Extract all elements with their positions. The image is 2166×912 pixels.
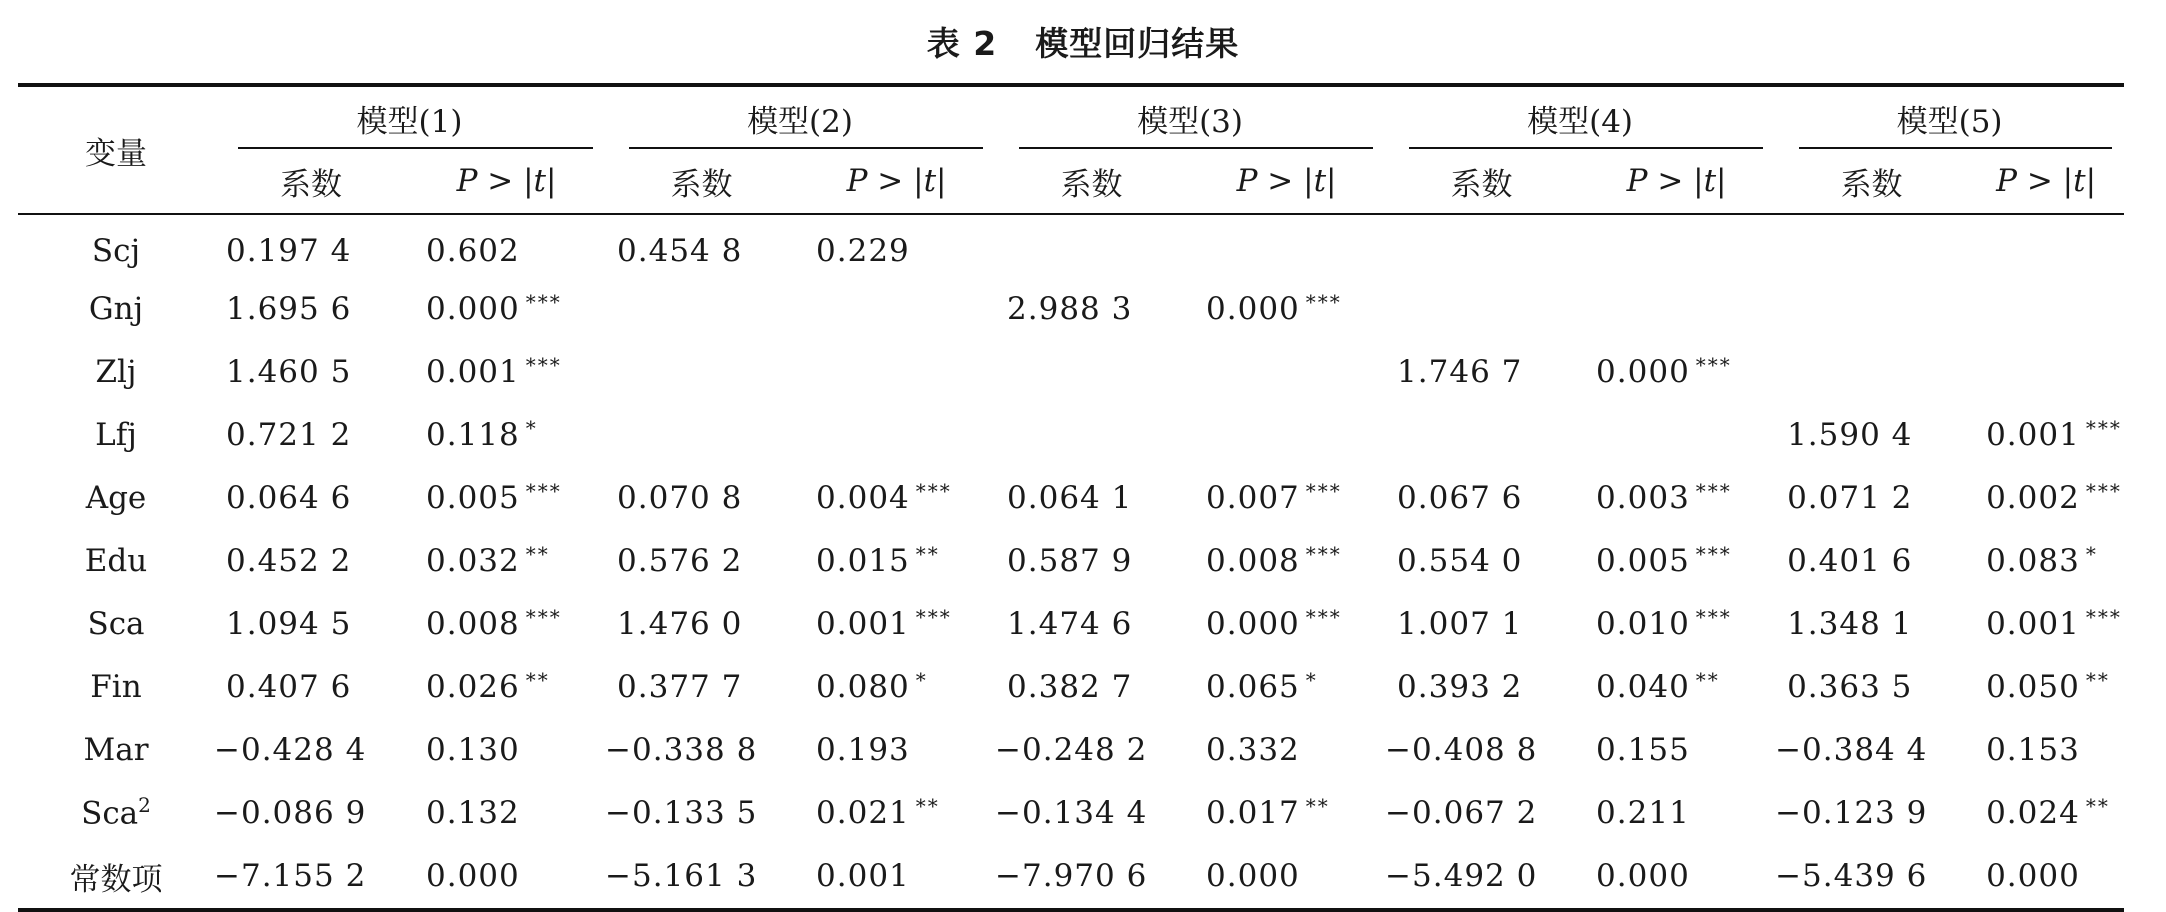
p-value-cell (1578, 340, 1775, 403)
coefficient-cell: 0.377 7 (617, 668, 743, 705)
p-value-cell (1578, 718, 1775, 781)
coefficient-cell: −5.161 3 (605, 858, 758, 894)
significance-stars: *** (2085, 479, 2122, 503)
significance-stars: *** (1305, 290, 1342, 314)
p-value-cell (798, 214, 995, 277)
coefficient-cell: 0.071 2 (1787, 479, 1913, 516)
p-value-cell (1578, 655, 1775, 718)
model-header: 模型(1) (214, 85, 605, 149)
p-value: 0.153 (1986, 731, 2080, 768)
coefficient-cell (605, 277, 798, 340)
coefficient-cell: −0.133 5 (605, 794, 758, 831)
p-value: 0.000 (1986, 858, 2080, 894)
coefficient-cell: 1.476 0 (617, 605, 743, 642)
p-value: 0.001 (816, 858, 910, 894)
p-value: 0.065 (1206, 669, 1300, 705)
variable-name: Edu (84, 542, 148, 579)
coefficient-cell: 0.382 7 (1007, 668, 1133, 705)
p-value-cell (1578, 592, 1775, 655)
variable-name: Sca$^2$ (81, 793, 151, 832)
coefficient-cell: 0.393 2 (1397, 668, 1523, 705)
coefficient-cell (1385, 403, 1578, 466)
significance-stars: *** (2085, 605, 2122, 629)
significance-stars: ** (2085, 794, 2110, 818)
model-header: 模型(2) (605, 85, 995, 149)
p-value-cell (1578, 403, 1775, 466)
coefficient-cell: 0.363 5 (1787, 668, 1913, 705)
table-row (18, 214, 2124, 277)
p-value: 0.050 (1986, 669, 2080, 705)
significance-stars: ** (2085, 668, 2110, 692)
model-header: 模型(3) (995, 85, 1385, 149)
significance-stars: *** (1695, 479, 1732, 503)
coefficient-cell (1385, 277, 1578, 340)
p-value: 0.118 (426, 417, 520, 453)
p-value: 0.010 (1596, 606, 1690, 642)
p-value-cell (1188, 529, 1385, 592)
significance-stars: ** (525, 542, 550, 566)
variable-name: Lfj (95, 416, 137, 453)
p-value: 0.332 (1206, 731, 1300, 768)
p-value-cell (1578, 781, 1775, 844)
coefficient-cell: 0.576 2 (617, 542, 743, 579)
pval-header: P > |t| (1996, 163, 2097, 199)
p-value-cell (1578, 214, 1775, 277)
coefficient-cell: 0.070 8 (617, 479, 743, 516)
coefficient-cell: 1.474 6 (1007, 605, 1133, 642)
coefficient-cell: −5.492 0 (1385, 858, 1538, 894)
table-body (18, 214, 2124, 910)
coefficient-cell: −7.970 6 (995, 858, 1148, 894)
significance-stars: ** (915, 542, 940, 566)
p-value-cell (1188, 277, 1385, 340)
significance-stars: ** (915, 794, 940, 818)
significance-stars: * (1305, 668, 1318, 692)
table-row (18, 655, 2124, 718)
p-value-cell (1968, 718, 2124, 781)
coefficient-cell (605, 340, 798, 403)
table-row (18, 277, 2124, 340)
table-caption (0, 18, 2166, 65)
p-value-cell (1188, 718, 1385, 781)
significance-stars: *** (1695, 353, 1732, 377)
significance-stars: * (2085, 542, 2098, 566)
p-value: 0.008 (426, 606, 520, 642)
p-value-cell (1188, 655, 1385, 718)
variable-name: 常数项 (69, 861, 163, 898)
variable-name: Gnj (88, 290, 144, 327)
p-value: 0.017 (1206, 795, 1300, 831)
coefficient-cell: −5.439 6 (1775, 858, 1928, 894)
p-value: 0.015 (816, 543, 910, 579)
p-value: 0.040 (1596, 669, 1690, 705)
significance-stars: *** (915, 605, 952, 629)
p-value: 0.000 (426, 858, 520, 894)
significance-stars: ** (1305, 794, 1330, 818)
coef-header: 系数 (1840, 166, 1903, 203)
p-value-cell (798, 781, 995, 844)
p-value-cell (798, 844, 995, 910)
p-value: 0.155 (1596, 731, 1690, 768)
coefficient-cell: 2.988 3 (1007, 290, 1133, 327)
variable-name: Sca (87, 605, 145, 642)
coefficient-cell: 0.064 1 (1007, 479, 1133, 516)
pval-header: P > |t| (1626, 163, 1727, 199)
variable-superscript: 2 (138, 793, 151, 818)
pval-header: P > |t| (456, 163, 557, 199)
coefficient-cell (1385, 214, 1578, 277)
significance-stars: *** (525, 605, 562, 629)
p-value: 0.080 (816, 669, 910, 705)
header-row-models (18, 85, 2124, 149)
coefficient-cell: 1.007 1 (1397, 605, 1523, 642)
coefficient-cell: 0.587 9 (1007, 542, 1133, 579)
p-value: 0.005 (1596, 543, 1690, 579)
p-value-cell (1578, 529, 1775, 592)
p-value: 0.000 (1206, 858, 1300, 894)
coefficient-cell: −0.338 8 (605, 731, 758, 768)
coefficient-cell: 0.064 6 (226, 479, 352, 516)
p-value-cell (798, 340, 995, 403)
significance-stars: *** (1695, 542, 1732, 566)
coefficient-cell: −0.086 9 (214, 794, 367, 831)
significance-stars: *** (915, 479, 952, 503)
model-header: 模型(5) (1775, 85, 2124, 149)
p-value: 0.211 (1596, 794, 1690, 831)
variable-name: Scj (91, 233, 141, 269)
p-value: 0.130 (426, 731, 520, 768)
table-row (18, 592, 2124, 655)
table-row (18, 466, 2124, 529)
p-value-cell (408, 844, 605, 910)
p-value: 0.132 (426, 794, 520, 831)
coefficient-cell: 0.452 2 (226, 542, 352, 579)
coefficient-cell: 1.460 5 (226, 353, 352, 390)
coefficient-cell (1775, 214, 1968, 277)
p-value: 0.021 (816, 795, 910, 831)
coefficient-cell (1775, 277, 1968, 340)
p-value: 0.024 (1986, 795, 2080, 831)
coefficient-cell (605, 403, 798, 466)
variable-name: Age (85, 479, 147, 516)
p-value-cell (1968, 529, 2124, 592)
p-value-cell (1578, 466, 1775, 529)
significance-stars: *** (525, 479, 562, 503)
p-value: 0.001 (1986, 417, 2080, 453)
coefficient-cell (995, 403, 1188, 466)
table-row (18, 844, 2124, 910)
coefficient-cell: −0.067 2 (1385, 794, 1538, 831)
p-value: 0.008 (1206, 543, 1300, 579)
p-value-cell (1188, 592, 1385, 655)
significance-stars: *** (1305, 605, 1342, 629)
coefficient-cell (995, 214, 1188, 277)
model-header: 模型(4) (1385, 85, 1775, 149)
p-value-cell (408, 214, 605, 277)
p-value-cell (408, 340, 605, 403)
p-value: 0.032 (426, 543, 520, 579)
table-row (18, 340, 2124, 403)
variable-name: Mar (83, 731, 149, 768)
coef-header: 系数 (1060, 166, 1123, 203)
coefficient-cell: −7.155 2 (214, 858, 367, 894)
p-value-cell (1578, 277, 1775, 340)
p-value: 0.083 (1986, 543, 2080, 579)
significance-stars: *** (1695, 605, 1732, 629)
p-value-cell (798, 592, 995, 655)
coefficient-cell: 0.401 6 (1787, 542, 1913, 579)
coefficient-cell: 1.348 1 (1787, 605, 1913, 642)
p-value-cell (1968, 655, 2124, 718)
p-value-cell (408, 529, 605, 592)
p-value-cell (408, 466, 605, 529)
p-value: 0.002 (1986, 480, 2080, 516)
p-value-cell (798, 718, 995, 781)
p-value: 0.229 (816, 233, 910, 269)
p-value-cell (1968, 277, 2124, 340)
significance-stars: *** (525, 290, 562, 314)
p-value-cell (1188, 403, 1385, 466)
coefficient-cell: 0.197 4 (226, 233, 352, 269)
coef-header: 系数 (670, 166, 733, 203)
significance-stars: ** (1695, 668, 1720, 692)
p-value: 0.026 (426, 669, 520, 705)
regression-table (18, 83, 2124, 912)
table-number: 表 2 (926, 24, 998, 63)
significance-stars: ** (525, 668, 550, 692)
coefficient-cell: 0.554 0 (1397, 542, 1523, 579)
p-value-cell (408, 403, 605, 466)
p-value: 0.001 (1986, 606, 2080, 642)
p-value: 0.000 (1596, 354, 1690, 390)
p-value: 0.001 (426, 354, 520, 390)
coefficient-cell: −0.123 9 (1775, 794, 1928, 831)
p-value: 0.000 (1206, 291, 1300, 327)
significance-stars: *** (2085, 416, 2122, 440)
coefficient-cell: 0.407 6 (226, 668, 352, 705)
p-value: 0.000 (1206, 606, 1300, 642)
pval-header: P > |t| (1236, 163, 1337, 199)
p-value-cell (408, 781, 605, 844)
p-value-cell (1968, 844, 2124, 910)
p-value: 0.000 (426, 291, 520, 327)
p-value-cell (798, 655, 995, 718)
table-row (18, 403, 2124, 466)
coefficient-cell: −0.428 4 (214, 731, 367, 768)
p-value: 0.000 (1596, 858, 1690, 894)
p-value-cell (408, 277, 605, 340)
coefficient-cell: −0.408 8 (1385, 731, 1538, 768)
variable-name: Zlj (95, 353, 137, 390)
table-title: 模型回归结果 (1035, 24, 1240, 63)
variable-name: Fin (90, 668, 142, 705)
coefficient-cell: −0.248 2 (995, 731, 1148, 768)
coefficient-cell: 1.746 7 (1397, 353, 1523, 390)
significance-stars: *** (525, 353, 562, 377)
p-value: 0.004 (816, 480, 910, 516)
p-value-cell (1968, 781, 2124, 844)
p-value-cell (798, 277, 995, 340)
coef-header: 系数 (280, 166, 342, 203)
pval-header: P > |t| (846, 163, 947, 199)
p-value-cell (798, 403, 995, 466)
significance-stars: * (915, 668, 928, 692)
p-value-cell (1188, 466, 1385, 529)
p-value-cell (1188, 340, 1385, 403)
p-value-cell (1968, 214, 2124, 277)
coefficient-cell (995, 340, 1188, 403)
p-value-cell (1968, 466, 2124, 529)
p-value-cell (1968, 403, 2124, 466)
p-value-cell (1968, 340, 2124, 403)
p-value-cell (798, 529, 995, 592)
p-value: 0.007 (1206, 480, 1300, 516)
coefficient-cell: −0.384 4 (1775, 731, 1928, 768)
significance-stars: *** (1305, 479, 1342, 503)
coef-header: 系数 (1450, 166, 1513, 203)
table-row (18, 781, 2124, 844)
p-value: 0.005 (426, 480, 520, 516)
header-row-columns (18, 149, 2124, 214)
p-value: 0.001 (816, 606, 910, 642)
coefficient-cell: 0.454 8 (617, 233, 743, 269)
p-value-cell (1188, 781, 1385, 844)
p-value-cell (1188, 844, 1385, 910)
p-value: 0.602 (426, 233, 520, 269)
coefficient-cell: 1.094 5 (226, 605, 352, 642)
coefficient-cell: 1.590 4 (1787, 416, 1913, 453)
p-value-cell (798, 466, 995, 529)
coefficient-cell: −0.134 4 (995, 794, 1148, 831)
p-value: 0.003 (1596, 480, 1690, 516)
p-value: 0.193 (816, 731, 910, 768)
p-value-cell (1968, 592, 2124, 655)
p-value-cell (408, 718, 605, 781)
p-value-cell (1578, 844, 1775, 910)
p-value-cell (408, 655, 605, 718)
table-row (18, 529, 2124, 592)
table-row (18, 718, 2124, 781)
coefficient-cell (1775, 340, 1968, 403)
p-value-cell (1188, 214, 1385, 277)
significance-stars: *** (1305, 542, 1342, 566)
coefficient-cell: 0.067 6 (1397, 479, 1523, 516)
coefficient-cell: 0.721 2 (226, 416, 352, 453)
p-value-cell (408, 592, 605, 655)
significance-stars: * (525, 416, 538, 440)
variable-header: 变量 (85, 135, 147, 172)
coefficient-cell: 1.695 6 (226, 290, 352, 327)
